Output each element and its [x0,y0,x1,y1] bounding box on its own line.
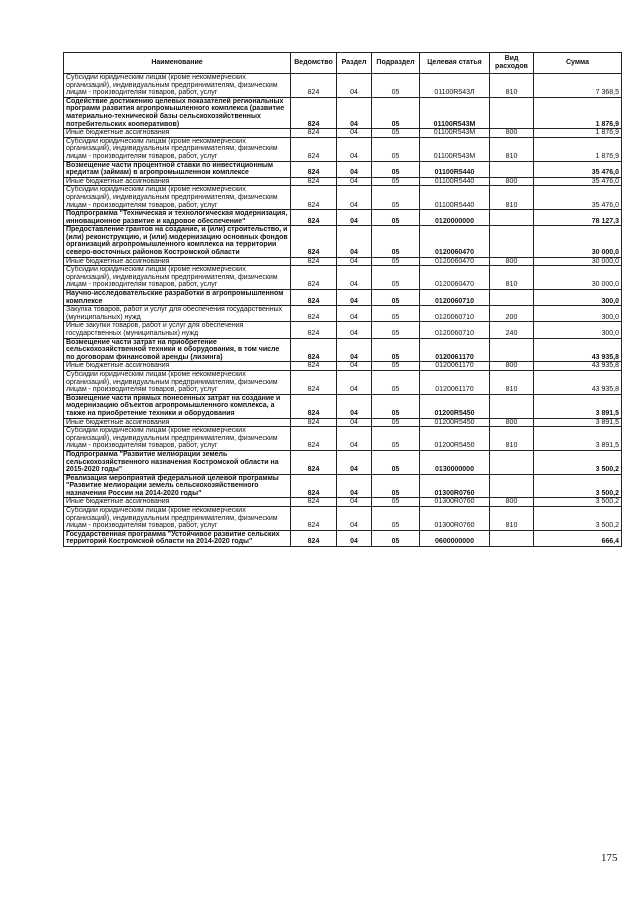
table-header-row [64,53,622,74]
header-celevaya-statya: Целевая статья [420,53,490,74]
header-razdel: Раздел [337,53,372,74]
row-name-cell: Реализация мероприятий федеральной целевой программы "Развитие мелиорации земель сельскохозяйственного назначения России на 2014-2020 годы" [64,474,291,498]
row-name-cell: Возмещение части прямых понесенных затрат на создание и модернизацию объектов агропромышленного комплекса, а также на приобретение техники и оборудования [64,394,291,418]
row-razdel-cell: 04 [337,306,372,322]
row-vedomstvo-cell: 824 [291,257,337,266]
row-summa-cell: 1 876,9 [534,97,622,128]
row-podrazdel-cell: 05 [372,186,420,210]
row-vedomstvo-cell: 824 [291,290,337,306]
row-summa-cell: 78 127,3 [534,210,622,226]
row-razdel-cell: 04 [337,394,372,418]
row-summa-cell: 43 935,8 [534,338,622,362]
row-name-cell: Иные бюджетные ассигнования [64,257,291,266]
row-summa-cell: 300,0 [534,322,622,338]
row-summa-cell: 3 500,2 [534,498,622,507]
row-vid-cell: 810 [490,427,534,451]
row-name-cell: Субсидии юридическим лицам (кроме некоммерческих организаций), индивидуальным предпринимателям, физическим лицам - производителям товаров, работ, услуг [64,186,291,210]
row-summa-cell: 1 876,9 [534,137,622,161]
row-name-cell: Подпрограмма "Техническая и технологическая модернизация, инновационное развитие и кадровое обеспечение" [64,210,291,226]
row-statya-cell: 01200R5450 [420,427,490,451]
row-vedomstvo-cell: 824 [291,362,337,371]
row-razdel-cell: 04 [337,498,372,507]
row-name-cell: Закупка товаров, работ и услуг для обеспечения государственных (муниципальных) нужд [64,306,291,322]
row-vid-cell [490,394,534,418]
table-row [64,394,622,418]
row-statya-cell: 01300R0760 [420,498,490,507]
row-podrazdel-cell: 05 [372,394,420,418]
row-vedomstvo-cell: 824 [291,177,337,186]
row-razdel-cell: 04 [337,370,372,394]
row-vid-cell [490,530,534,546]
row-vedomstvo-cell: 824 [291,530,337,546]
row-name-cell: Подпрограмма "Развитие мелиорации земель сельскохозяйственного назначения Костромской области на 2015-2020 годы" [64,450,291,474]
row-vedomstvo-cell: 824 [291,97,337,128]
row-name-cell: Субсидии юридическим лицам (кроме некоммерческих организаций), индивидуальным предпринимателям, физическим лицам - производителям товаров, работ, услуг [64,266,291,290]
row-vedomstvo-cell: 824 [291,498,337,507]
table-row [64,210,622,226]
row-statya-cell: 0120061170 [420,362,490,371]
table-row [64,186,622,210]
row-name-cell: Субсидии юридическим лицам (кроме некоммерческих организаций), индивидуальным предпринимателям, физическим лицам - производителям товаров, работ, услуг [64,137,291,161]
row-statya-cell: 0120060710 [420,322,490,338]
row-summa-cell: 300,0 [534,306,622,322]
row-statya-cell: 01200R5450 [420,394,490,418]
row-podrazdel-cell: 05 [372,97,420,128]
row-razdel-cell: 04 [337,74,372,98]
row-vid-cell [490,97,534,128]
row-summa-cell: 1 876,9 [534,129,622,138]
row-podrazdel-cell: 05 [372,290,420,306]
row-razdel-cell: 04 [337,450,372,474]
row-summa-cell: 35 476,0 [534,177,622,186]
row-statya-cell: 01300R0760 [420,474,490,498]
row-razdel-cell: 04 [337,530,372,546]
row-summa-cell: 300,0 [534,290,622,306]
row-statya-cell: 0120060710 [420,290,490,306]
row-vedomstvo-cell: 824 [291,338,337,362]
row-razdel-cell: 04 [337,290,372,306]
row-vid-cell: 810 [490,186,534,210]
row-podrazdel-cell: 05 [372,507,420,531]
header-vedomstvo: Ведомство [291,53,337,74]
row-podrazdel-cell: 05 [372,226,420,257]
row-razdel-cell: 04 [337,137,372,161]
row-podrazdel-cell: 05 [372,370,420,394]
row-name-cell: Возмещение части процентной ставки по инвестиционным кредитам (займам) в агропромышленном комплексе [64,161,291,177]
row-razdel-cell: 04 [337,97,372,128]
row-vedomstvo-cell: 824 [291,210,337,226]
row-vedomstvo-cell: 824 [291,266,337,290]
row-statya-cell: 0130000000 [420,450,490,474]
row-name-cell: Субсидии юридическим лицам (кроме некоммерческих организаций), индивидуальным предпринимателям, физическим лицам - производителям товаров, работ, услуг [64,507,291,531]
row-name-cell: Субсидии юридическим лицам (кроме некоммерческих организаций), индивидуальным предпринимателям, физическим лицам - производителям товаров, работ, услуг [64,427,291,451]
row-statya-cell: 01100R5440 [420,186,490,210]
row-summa-cell: 3 500,2 [534,474,622,498]
row-podrazdel-cell: 05 [372,266,420,290]
row-podrazdel-cell: 05 [372,427,420,451]
table-row [64,257,622,266]
table-row [64,177,622,186]
row-vedomstvo-cell: 824 [291,394,337,418]
row-vid-cell [490,450,534,474]
row-razdel-cell: 04 [337,507,372,531]
row-razdel-cell: 04 [337,322,372,338]
row-summa-cell: 30 000,0 [534,257,622,266]
row-vedomstvo-cell: 824 [291,322,337,338]
row-vid-cell: 200 [490,306,534,322]
header-vid-raskhodov: Вид расходов [490,53,534,74]
row-podrazdel-cell: 05 [372,137,420,161]
row-podrazdel-cell: 05 [372,474,420,498]
row-statya-cell: 01100R543M [420,97,490,128]
row-vid-cell: 810 [490,137,534,161]
row-statya-cell: 0120061170 [420,370,490,394]
row-podrazdel-cell: 05 [372,418,420,427]
table-row [64,266,622,290]
row-name-cell: Иные закупки товаров, работ и услуг для обеспечения государственных (муниципальных) нужд [64,322,291,338]
row-vid-cell [490,474,534,498]
row-podrazdel-cell: 05 [372,161,420,177]
header-summa: Сумма [534,53,622,74]
header-name: Наименование [64,53,291,74]
table-row [64,498,622,507]
row-razdel-cell: 04 [337,210,372,226]
row-podrazdel-cell: 05 [372,498,420,507]
row-name-cell: Содействие достижению целевых показателей региональных программ развития агропромышленного комплекса (развитие материально-технической базы сельскохозяйственных потребительских кооперативов) [64,97,291,128]
row-summa-cell: 43 935,8 [534,370,622,394]
row-razdel-cell: 04 [337,186,372,210]
row-summa-cell: 35 476,0 [534,161,622,177]
row-vedomstvo-cell: 824 [291,474,337,498]
row-vid-cell: 800 [490,129,534,138]
row-vedomstvo-cell: 824 [291,427,337,451]
table-row [64,137,622,161]
row-vid-cell [490,290,534,306]
table-row [64,370,622,394]
row-statya-cell: 0600000000 [420,530,490,546]
row-razdel-cell: 04 [337,474,372,498]
row-statya-cell: 01100R543M [420,129,490,138]
row-vedomstvo-cell: 824 [291,74,337,98]
row-vedomstvo-cell: 824 [291,161,337,177]
row-vid-cell: 800 [490,362,534,371]
table-row [64,474,622,498]
row-statya-cell: 0120060470 [420,257,490,266]
table-row [64,161,622,177]
row-podrazdel-cell: 05 [372,322,420,338]
row-vid-cell: 800 [490,257,534,266]
row-razdel-cell: 04 [337,418,372,427]
row-razdel-cell: 04 [337,266,372,290]
table-row [64,322,622,338]
row-statya-cell: 01100R5440 [420,177,490,186]
row-summa-cell: 35 476,0 [534,186,622,210]
row-summa-cell: 3 500,2 [534,507,622,531]
table-row [64,418,622,427]
row-podrazdel-cell: 05 [372,362,420,371]
row-summa-cell: 30 000,0 [534,226,622,257]
table-row [64,362,622,371]
row-vid-cell: 240 [490,322,534,338]
table-row [64,226,622,257]
row-summa-cell: 3 500,2 [534,450,622,474]
row-podrazdel-cell: 05 [372,306,420,322]
row-statya-cell: 01100R543M [420,137,490,161]
row-vid-cell: 810 [490,370,534,394]
row-vid-cell: 800 [490,418,534,427]
row-vid-cell: 810 [490,266,534,290]
row-razdel-cell: 04 [337,177,372,186]
row-podrazdel-cell: 05 [372,338,420,362]
row-podrazdel-cell: 05 [372,257,420,266]
row-razdel-cell: 04 [337,427,372,451]
row-name-cell: Иные бюджетные ассигнования [64,498,291,507]
row-statya-cell: 01200R5450 [420,418,490,427]
row-razdel-cell: 04 [337,257,372,266]
table-row [64,427,622,451]
row-statya-cell: 01100R5440 [420,161,490,177]
row-razdel-cell: 04 [337,362,372,371]
row-vid-cell: 800 [490,177,534,186]
row-statya-cell: 0120000000 [420,210,490,226]
row-name-cell: Субсидии юридическим лицам (кроме некоммерческих организаций), индивидуальным предпринимателям, физическим лицам - производителям товаров, работ, услуг [64,370,291,394]
row-vid-cell [490,161,534,177]
budget-table [63,52,622,547]
row-razdel-cell: 04 [337,129,372,138]
row-summa-cell: 666,4 [534,530,622,546]
row-vedomstvo-cell: 824 [291,129,337,138]
row-podrazdel-cell: 05 [372,450,420,474]
table-row [64,306,622,322]
row-statya-cell: 0120060710 [420,306,490,322]
row-name-cell: Иные бюджетные ассигнования [64,177,291,186]
table-row [64,129,622,138]
row-vid-cell: 810 [490,507,534,531]
row-vedomstvo-cell: 824 [291,507,337,531]
row-podrazdel-cell: 05 [372,210,420,226]
row-name-cell: Государственная программа "Устойчивое развитие сельских территорий Костромской области на 2014-2020 годы" [64,530,291,546]
row-name-cell: Субсидии юридическим лицам (кроме некоммерческих организаций), индивидуальным предпринимателям, физическим лицам - производителям товаров, работ, услуг [64,74,291,98]
row-podrazdel-cell: 05 [372,74,420,98]
row-vedomstvo-cell: 824 [291,370,337,394]
row-vid-cell [490,338,534,362]
row-statya-cell: 0120060470 [420,266,490,290]
row-vid-cell: 810 [490,74,534,98]
row-vedomstvo-cell: 824 [291,450,337,474]
row-podrazdel-cell: 05 [372,129,420,138]
page-number: 175 [601,852,618,864]
row-statya-cell: 0120061170 [420,338,490,362]
row-razdel-cell: 04 [337,226,372,257]
row-name-cell: Предоставление грантов на создание, и (или) строительство, и (или) реконструкцию, и (или) модернизацию основных фондов организаций агропромышленного комплекса на территории северо-восточных районов Костромской области [64,226,291,257]
table-row [64,290,622,306]
row-vedomstvo-cell: 824 [291,306,337,322]
row-summa-cell: 3 891,5 [534,427,622,451]
row-razdel-cell: 04 [337,161,372,177]
row-vid-cell [490,226,534,257]
row-razdel-cell: 04 [337,338,372,362]
table-row [64,530,622,546]
table-row [64,74,622,98]
row-summa-cell: 3 891,5 [534,418,622,427]
row-summa-cell: 30 000,0 [534,266,622,290]
table-row [64,507,622,531]
row-name-cell: Иные бюджетные ассигнования [64,362,291,371]
row-name-cell: Научно-исследовательские разработки в агропромышленном комплексе [64,290,291,306]
row-statya-cell: 0120060470 [420,226,490,257]
table-row [64,97,622,128]
table-row [64,338,622,362]
row-summa-cell: 43 935,8 [534,362,622,371]
row-vedomstvo-cell: 824 [291,418,337,427]
row-statya-cell: 01300R0760 [420,507,490,531]
row-vid-cell: 800 [490,498,534,507]
row-name-cell: Иные бюджетные ассигнования [64,129,291,138]
row-name-cell: Иные бюджетные ассигнования [64,418,291,427]
row-summa-cell: 7 368,5 [534,74,622,98]
row-summa-cell: 3 891,5 [534,394,622,418]
row-podrazdel-cell: 05 [372,530,420,546]
row-vid-cell [490,210,534,226]
table-row [64,450,622,474]
row-vedomstvo-cell: 824 [291,226,337,257]
row-name-cell: Возмещение части затрат на приобретение сельскохозяйственной техники и оборудования, в том числе по договорам финансовой аренды (лизинга) [64,338,291,362]
header-podrazdel: Подраздел [372,53,420,74]
row-podrazdel-cell: 05 [372,177,420,186]
row-vedomstvo-cell: 824 [291,186,337,210]
row-statya-cell: 01100R543Л [420,74,490,98]
row-vedomstvo-cell: 824 [291,137,337,161]
